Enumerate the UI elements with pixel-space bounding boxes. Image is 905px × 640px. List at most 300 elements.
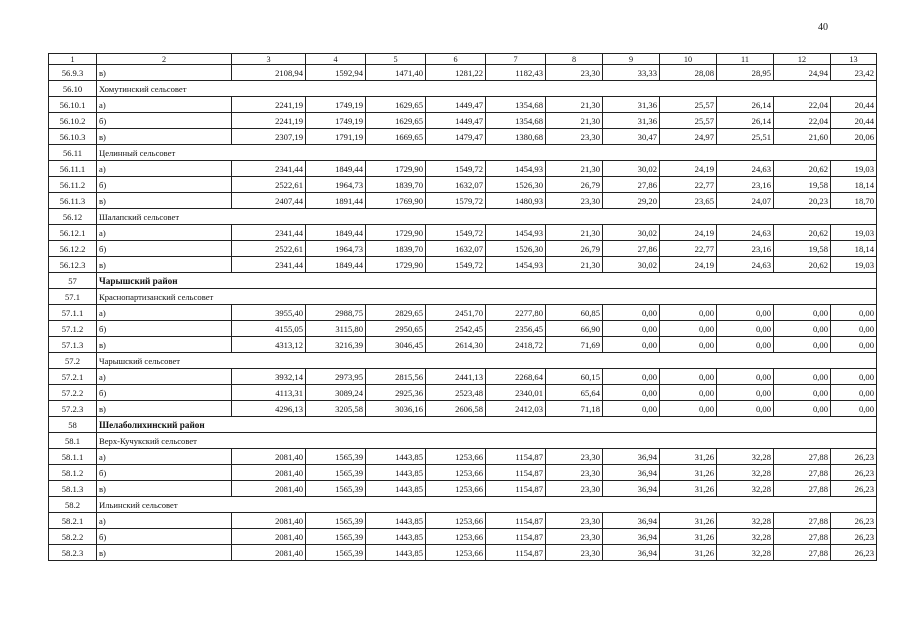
value-cell: 0,00 bbox=[831, 401, 877, 417]
row-variant-label: а) bbox=[97, 97, 232, 113]
value-cell: 31,26 bbox=[660, 529, 717, 545]
value-cell: 1729,90 bbox=[366, 257, 426, 273]
value-cell: 1964,73 bbox=[306, 177, 366, 193]
value-cell: 1729,90 bbox=[366, 225, 426, 241]
table-row bbox=[49, 385, 877, 401]
value-cell: 1565,39 bbox=[306, 449, 366, 465]
value-cell: 26,23 bbox=[831, 529, 877, 545]
value-cell: 0,00 bbox=[831, 369, 877, 385]
value-cell: 60,85 bbox=[546, 305, 603, 321]
value-cell: 1549,72 bbox=[426, 225, 486, 241]
value-cell: 19,03 bbox=[831, 257, 877, 273]
value-cell: 3216,39 bbox=[306, 337, 366, 353]
column-number-header: 4 bbox=[306, 54, 366, 65]
value-cell: 0,00 bbox=[717, 369, 774, 385]
value-cell: 0,00 bbox=[717, 305, 774, 321]
value-cell: 0,00 bbox=[717, 321, 774, 337]
table-row bbox=[49, 545, 877, 561]
value-cell: 1565,39 bbox=[306, 465, 366, 481]
value-cell: 36,94 bbox=[603, 529, 660, 545]
value-cell: 31,26 bbox=[660, 465, 717, 481]
value-cell: 4155,05 bbox=[232, 321, 306, 337]
value-cell: 23,30 bbox=[546, 65, 603, 81]
row-code: 57.1.1 bbox=[49, 305, 97, 321]
value-cell: 25,57 bbox=[660, 97, 717, 113]
value-cell: 1454,93 bbox=[486, 161, 546, 177]
value-cell: 22,04 bbox=[774, 97, 831, 113]
value-cell: 22,77 bbox=[660, 177, 717, 193]
value-cell: 21,30 bbox=[546, 257, 603, 273]
value-cell: 30,47 bbox=[603, 129, 660, 145]
value-cell: 2542,45 bbox=[426, 321, 486, 337]
value-cell: 1891,44 bbox=[306, 193, 366, 209]
value-cell: 1669,65 bbox=[366, 129, 426, 145]
value-cell: 2081,40 bbox=[232, 449, 306, 465]
value-cell: 1182,43 bbox=[486, 65, 546, 81]
value-cell: 2081,40 bbox=[232, 545, 306, 561]
settlement-heading-row bbox=[49, 353, 877, 369]
value-cell: 2340,01 bbox=[486, 385, 546, 401]
value-cell: 27,88 bbox=[774, 449, 831, 465]
row-variant-label: а) bbox=[97, 305, 232, 321]
value-cell: 0,00 bbox=[831, 321, 877, 337]
value-cell: 3955,40 bbox=[232, 305, 306, 321]
row-code: 58.2.2 bbox=[49, 529, 97, 545]
value-cell: 26,23 bbox=[831, 449, 877, 465]
table-row bbox=[49, 449, 877, 465]
district-title: Чарышский район bbox=[97, 273, 877, 289]
row-variant-label: б) bbox=[97, 465, 232, 481]
district-title: Шелаболихинский район bbox=[97, 417, 877, 433]
column-number-header: 7 bbox=[486, 54, 546, 65]
column-number-header: 8 bbox=[546, 54, 603, 65]
value-cell: 2081,40 bbox=[232, 481, 306, 497]
value-cell: 1253,66 bbox=[426, 529, 486, 545]
row-code: 56.11.1 bbox=[49, 161, 97, 177]
value-cell: 2277,80 bbox=[486, 305, 546, 321]
value-cell: 0,00 bbox=[831, 337, 877, 353]
row-variant-label: а) bbox=[97, 225, 232, 241]
row-variant-label: в) bbox=[97, 337, 232, 353]
value-cell: 23,30 bbox=[546, 513, 603, 529]
value-cell: 26,79 bbox=[546, 177, 603, 193]
value-cell: 1253,66 bbox=[426, 465, 486, 481]
value-cell: 4296,13 bbox=[232, 401, 306, 417]
value-cell: 1443,85 bbox=[366, 481, 426, 497]
table-row bbox=[49, 65, 877, 81]
value-cell: 20,62 bbox=[774, 257, 831, 273]
value-cell: 0,00 bbox=[660, 321, 717, 337]
settlement-heading-row bbox=[49, 81, 877, 97]
value-cell: 2988,75 bbox=[306, 305, 366, 321]
value-cell: 1449,47 bbox=[426, 113, 486, 129]
row-variant-label: б) bbox=[97, 241, 232, 257]
value-cell: 36,94 bbox=[603, 513, 660, 529]
row-variant-label: а) bbox=[97, 369, 232, 385]
value-cell: 22,04 bbox=[774, 113, 831, 129]
value-cell: 0,00 bbox=[717, 401, 774, 417]
value-cell: 27,88 bbox=[774, 545, 831, 561]
value-cell: 1749,19 bbox=[306, 113, 366, 129]
value-cell: 0,00 bbox=[831, 305, 877, 321]
row-variant-label: в) bbox=[97, 545, 232, 561]
settlement-title: Шалапский сельсовет bbox=[97, 209, 877, 225]
value-cell: 1443,85 bbox=[366, 545, 426, 561]
table-row bbox=[49, 321, 877, 337]
value-cell: 0,00 bbox=[603, 321, 660, 337]
value-cell: 0,00 bbox=[603, 337, 660, 353]
column-number-header: 3 bbox=[232, 54, 306, 65]
value-cell: 23,16 bbox=[717, 241, 774, 257]
value-cell: 2407,44 bbox=[232, 193, 306, 209]
district-heading-row bbox=[49, 417, 877, 433]
value-cell: 1565,39 bbox=[306, 481, 366, 497]
value-cell: 24,97 bbox=[660, 129, 717, 145]
value-cell: 71,69 bbox=[546, 337, 603, 353]
value-cell: 1849,44 bbox=[306, 257, 366, 273]
row-code: 57.1.2 bbox=[49, 321, 97, 337]
column-number-row bbox=[49, 54, 877, 65]
value-cell: 24,63 bbox=[717, 225, 774, 241]
value-cell: 2241,19 bbox=[232, 97, 306, 113]
row-code: 58.1.2 bbox=[49, 465, 97, 481]
value-cell: 31,36 bbox=[603, 97, 660, 113]
value-cell: 0,00 bbox=[774, 385, 831, 401]
row-code: 58.2.3 bbox=[49, 545, 97, 561]
row-variant-label: б) bbox=[97, 529, 232, 545]
value-cell: 2523,48 bbox=[426, 385, 486, 401]
value-cell: 1443,85 bbox=[366, 513, 426, 529]
value-cell: 24,19 bbox=[660, 257, 717, 273]
value-cell: 21,30 bbox=[546, 113, 603, 129]
value-cell: 20,62 bbox=[774, 225, 831, 241]
value-cell: 21,30 bbox=[546, 161, 603, 177]
value-cell: 1154,87 bbox=[486, 481, 546, 497]
value-cell: 28,08 bbox=[660, 65, 717, 81]
value-cell: 0,00 bbox=[603, 401, 660, 417]
settlement-heading-row bbox=[49, 289, 877, 305]
value-cell: 2418,72 bbox=[486, 337, 546, 353]
table-row bbox=[49, 481, 877, 497]
value-cell: 1749,19 bbox=[306, 97, 366, 113]
value-cell: 1354,68 bbox=[486, 113, 546, 129]
row-variant-label: б) bbox=[97, 177, 232, 193]
settlement-title: Краснопартизанский сельсовет bbox=[97, 289, 877, 305]
value-cell: 1632,07 bbox=[426, 241, 486, 257]
value-cell: 0,00 bbox=[774, 305, 831, 321]
row-variant-label: в) bbox=[97, 193, 232, 209]
value-cell: 32,28 bbox=[717, 481, 774, 497]
row-code: 56.9.3 bbox=[49, 65, 97, 81]
row-variant-label: б) bbox=[97, 321, 232, 337]
row-code: 57 bbox=[49, 273, 97, 289]
value-cell: 19,58 bbox=[774, 177, 831, 193]
value-cell: 1579,72 bbox=[426, 193, 486, 209]
district-heading-row bbox=[49, 273, 877, 289]
column-number-header: 11 bbox=[717, 54, 774, 65]
row-code: 56.11 bbox=[49, 145, 97, 161]
value-cell: 0,00 bbox=[717, 337, 774, 353]
value-cell: 27,86 bbox=[603, 177, 660, 193]
value-cell: 27,88 bbox=[774, 465, 831, 481]
value-cell: 1629,65 bbox=[366, 113, 426, 129]
table-row bbox=[49, 161, 877, 177]
value-cell: 18,14 bbox=[831, 177, 877, 193]
settlement-heading-row bbox=[49, 209, 877, 225]
row-code: 57.1 bbox=[49, 289, 97, 305]
value-cell: 2451,70 bbox=[426, 305, 486, 321]
value-cell: 1154,87 bbox=[486, 545, 546, 561]
settlement-title: Ильинский сельсовет bbox=[97, 497, 877, 513]
value-cell: 0,00 bbox=[660, 305, 717, 321]
row-variant-label: б) bbox=[97, 113, 232, 129]
value-cell: 24,63 bbox=[717, 161, 774, 177]
row-code: 57.2 bbox=[49, 353, 97, 369]
table-row bbox=[49, 401, 877, 417]
value-cell: 2973,95 bbox=[306, 369, 366, 385]
value-cell: 1729,90 bbox=[366, 161, 426, 177]
settlement-heading-row bbox=[49, 433, 877, 449]
value-cell: 25,51 bbox=[717, 129, 774, 145]
value-cell: 32,28 bbox=[717, 449, 774, 465]
value-cell: 23,30 bbox=[546, 465, 603, 481]
value-cell: 31,26 bbox=[660, 449, 717, 465]
value-cell: 2829,65 bbox=[366, 305, 426, 321]
value-cell: 2950,65 bbox=[366, 321, 426, 337]
value-cell: 4113,31 bbox=[232, 385, 306, 401]
value-cell: 1849,44 bbox=[306, 225, 366, 241]
table-row bbox=[49, 193, 877, 209]
value-cell: 26,14 bbox=[717, 113, 774, 129]
value-cell: 24,94 bbox=[774, 65, 831, 81]
column-number-header: 5 bbox=[366, 54, 426, 65]
row-code: 57.2.1 bbox=[49, 369, 97, 385]
column-number-header: 2 bbox=[97, 54, 232, 65]
table-row bbox=[49, 305, 877, 321]
value-cell: 1443,85 bbox=[366, 449, 426, 465]
value-cell: 1253,66 bbox=[426, 513, 486, 529]
value-cell: 2081,40 bbox=[232, 513, 306, 529]
row-code: 58.2.1 bbox=[49, 513, 97, 529]
value-cell: 20,62 bbox=[774, 161, 831, 177]
value-cell: 19,03 bbox=[831, 161, 877, 177]
row-code: 56.12 bbox=[49, 209, 97, 225]
value-cell: 3089,24 bbox=[306, 385, 366, 401]
column-number-header: 9 bbox=[603, 54, 660, 65]
value-cell: 0,00 bbox=[774, 369, 831, 385]
value-cell: 1154,87 bbox=[486, 465, 546, 481]
value-cell: 2412,03 bbox=[486, 401, 546, 417]
row-variant-label: а) bbox=[97, 449, 232, 465]
value-cell: 26,79 bbox=[546, 241, 603, 257]
value-cell: 31,26 bbox=[660, 481, 717, 497]
value-cell: 23,30 bbox=[546, 449, 603, 465]
value-cell: 1471,40 bbox=[366, 65, 426, 81]
value-cell: 20,44 bbox=[831, 113, 877, 129]
tariff-table bbox=[48, 53, 877, 561]
row-code: 58.1.1 bbox=[49, 449, 97, 465]
value-cell: 1629,65 bbox=[366, 97, 426, 113]
value-cell: 33,33 bbox=[603, 65, 660, 81]
value-cell: 24,19 bbox=[660, 225, 717, 241]
value-cell: 31,26 bbox=[660, 513, 717, 529]
value-cell: 3115,80 bbox=[306, 321, 366, 337]
value-cell: 26,14 bbox=[717, 97, 774, 113]
page-number: 40 bbox=[818, 22, 828, 33]
value-cell: 23,65 bbox=[660, 193, 717, 209]
value-cell: 1449,47 bbox=[426, 97, 486, 113]
value-cell: 1154,87 bbox=[486, 513, 546, 529]
value-cell: 1380,68 bbox=[486, 129, 546, 145]
value-cell: 23,30 bbox=[546, 481, 603, 497]
row-code: 57.1.3 bbox=[49, 337, 97, 353]
value-cell: 0,00 bbox=[603, 305, 660, 321]
table-row bbox=[49, 225, 877, 241]
row-code: 56.12.1 bbox=[49, 225, 97, 241]
value-cell: 0,00 bbox=[774, 337, 831, 353]
settlement-title: Целинный сельсовет bbox=[97, 145, 877, 161]
settlement-heading-row bbox=[49, 145, 877, 161]
value-cell: 1839,70 bbox=[366, 177, 426, 193]
value-cell: 1632,07 bbox=[426, 177, 486, 193]
value-cell: 1154,87 bbox=[486, 449, 546, 465]
value-cell: 1443,85 bbox=[366, 529, 426, 545]
value-cell: 18,14 bbox=[831, 241, 877, 257]
row-code: 56.12.3 bbox=[49, 257, 97, 273]
value-cell: 3932,14 bbox=[232, 369, 306, 385]
value-cell: 24,07 bbox=[717, 193, 774, 209]
value-cell: 23,30 bbox=[546, 529, 603, 545]
value-cell: 2441,13 bbox=[426, 369, 486, 385]
row-variant-label: а) bbox=[97, 161, 232, 177]
value-cell: 36,94 bbox=[603, 449, 660, 465]
value-cell: 2522,61 bbox=[232, 177, 306, 193]
row-variant-label: в) bbox=[97, 257, 232, 273]
column-number-header: 12 bbox=[774, 54, 831, 65]
value-cell: 0,00 bbox=[660, 337, 717, 353]
value-cell: 65,64 bbox=[546, 385, 603, 401]
value-cell: 2815,56 bbox=[366, 369, 426, 385]
value-cell: 22,77 bbox=[660, 241, 717, 257]
table-row bbox=[49, 513, 877, 529]
value-cell: 2081,40 bbox=[232, 465, 306, 481]
row-code: 56.11.2 bbox=[49, 177, 97, 193]
value-cell: 2341,44 bbox=[232, 257, 306, 273]
value-cell: 1769,90 bbox=[366, 193, 426, 209]
row-code: 56.12.2 bbox=[49, 241, 97, 257]
row-code: 56.10.3 bbox=[49, 129, 97, 145]
value-cell: 23,42 bbox=[831, 65, 877, 81]
value-cell: 2081,40 bbox=[232, 529, 306, 545]
value-cell: 36,94 bbox=[603, 465, 660, 481]
value-cell: 2356,45 bbox=[486, 321, 546, 337]
value-cell: 0,00 bbox=[774, 401, 831, 417]
value-cell: 32,28 bbox=[717, 513, 774, 529]
value-cell: 1526,30 bbox=[486, 177, 546, 193]
row-code: 58 bbox=[49, 417, 97, 433]
row-variant-label: б) bbox=[97, 385, 232, 401]
value-cell: 31,26 bbox=[660, 545, 717, 561]
value-cell: 21,30 bbox=[546, 97, 603, 113]
value-cell: 1454,93 bbox=[486, 225, 546, 241]
value-cell: 0,00 bbox=[774, 321, 831, 337]
row-code: 56.10 bbox=[49, 81, 97, 97]
value-cell: 1479,47 bbox=[426, 129, 486, 145]
value-cell: 0,00 bbox=[603, 369, 660, 385]
table-row bbox=[49, 113, 877, 129]
column-number-header: 13 bbox=[831, 54, 877, 65]
table-row bbox=[49, 529, 877, 545]
value-cell: 1565,39 bbox=[306, 513, 366, 529]
settlement-title: Хомутинский сельсовет bbox=[97, 81, 877, 97]
value-cell: 30,02 bbox=[603, 161, 660, 177]
value-cell: 1565,39 bbox=[306, 545, 366, 561]
value-cell: 66,90 bbox=[546, 321, 603, 337]
table-row bbox=[49, 177, 877, 193]
table-row bbox=[49, 241, 877, 257]
column-number-header: 6 bbox=[426, 54, 486, 65]
value-cell: 1253,66 bbox=[426, 545, 486, 561]
value-cell: 31,36 bbox=[603, 113, 660, 129]
value-cell: 32,28 bbox=[717, 529, 774, 545]
value-cell: 71,18 bbox=[546, 401, 603, 417]
value-cell: 36,94 bbox=[603, 545, 660, 561]
value-cell: 23,30 bbox=[546, 193, 603, 209]
column-number-header: 1 bbox=[49, 54, 97, 65]
row-code: 56.10.2 bbox=[49, 113, 97, 129]
value-cell: 1565,39 bbox=[306, 529, 366, 545]
value-cell: 1964,73 bbox=[306, 241, 366, 257]
value-cell: 29,20 bbox=[603, 193, 660, 209]
settlement-title: Чарышский сельсовет bbox=[97, 353, 877, 369]
value-cell: 1253,66 bbox=[426, 481, 486, 497]
value-cell: 2108,94 bbox=[232, 65, 306, 81]
value-cell: 3205,58 bbox=[306, 401, 366, 417]
value-cell: 1549,72 bbox=[426, 257, 486, 273]
value-cell: 3046,45 bbox=[366, 337, 426, 353]
table-row bbox=[49, 465, 877, 481]
row-code: 58.1 bbox=[49, 433, 97, 449]
value-cell: 1281,22 bbox=[426, 65, 486, 81]
table-row bbox=[49, 337, 877, 353]
row-code: 56.10.1 bbox=[49, 97, 97, 113]
table-row bbox=[49, 97, 877, 113]
row-variant-label: а) bbox=[97, 513, 232, 529]
value-cell: 27,88 bbox=[774, 529, 831, 545]
value-cell: 1849,44 bbox=[306, 161, 366, 177]
table-row bbox=[49, 257, 877, 273]
table-row bbox=[49, 369, 877, 385]
value-cell: 26,23 bbox=[831, 513, 877, 529]
value-cell: 0,00 bbox=[660, 385, 717, 401]
value-cell: 30,02 bbox=[603, 225, 660, 241]
value-cell: 1839,70 bbox=[366, 241, 426, 257]
value-cell: 27,88 bbox=[774, 513, 831, 529]
value-cell: 27,88 bbox=[774, 481, 831, 497]
value-cell: 2606,58 bbox=[426, 401, 486, 417]
table-row bbox=[49, 129, 877, 145]
value-cell: 24,63 bbox=[717, 257, 774, 273]
row-variant-label: в) bbox=[97, 401, 232, 417]
value-cell: 1592,94 bbox=[306, 65, 366, 81]
value-cell: 2307,19 bbox=[232, 129, 306, 145]
value-cell: 32,28 bbox=[717, 465, 774, 481]
value-cell: 36,94 bbox=[603, 481, 660, 497]
value-cell: 26,23 bbox=[831, 545, 877, 561]
value-cell: 0,00 bbox=[831, 385, 877, 401]
value-cell: 27,86 bbox=[603, 241, 660, 257]
value-cell: 2268,64 bbox=[486, 369, 546, 385]
